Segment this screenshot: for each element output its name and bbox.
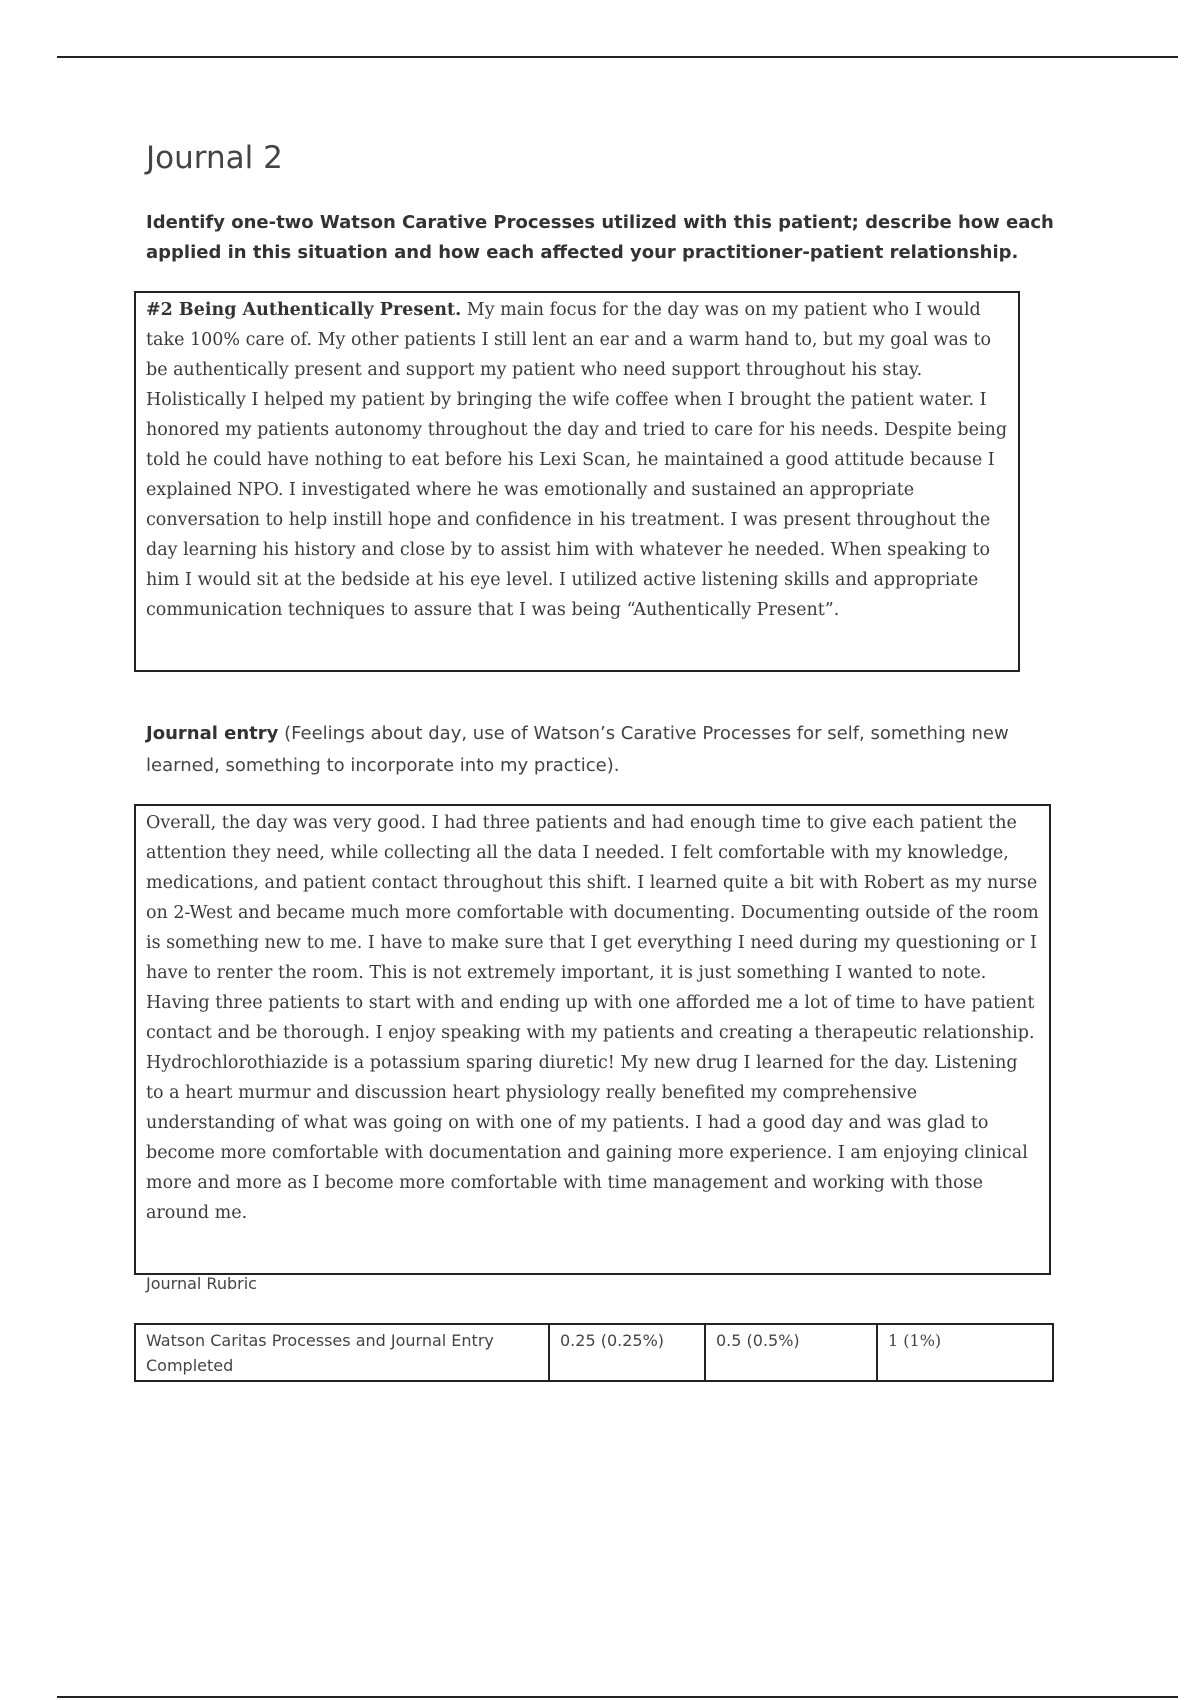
rubric-score-cell: 1 (1%) <box>877 1324 1053 1381</box>
journal-entry-hint: (Feelings about day, use of Watson’s Carative Processes for self, something new learned, something to incorporate into my practice). <box>146 723 1009 776</box>
journal-entry-box <box>134 804 1051 1275</box>
bottom-rule <box>57 1696 1178 1698</box>
top-rule <box>57 56 1178 58</box>
caritas-response-text: My main focus for the day was on my patient who I would take 100% care of. My other patients I still lent an ear and a warm hand to, but my goal was to be authentically present and support my patient who need support throughout his stay. Holistically I helped my patient by bringing the wife coffee when I brought the patient water. I honored my patients autonomy throughout the day and tried to care for his needs. Despite being told he could have nothing to eat before his Lexi Scan, he maintained a good attitude because I explained NPO. I investigated where he was emotionally and sustained an appropriate conversation to help instill hope and confidence in his treatment. I was present throughout the day learning his history and close by to assist him with whatever he needed. When speaking to him I would sit at the bedside at his eye level. I utilized active listening skills and appropriate communication techniques to assure that I was being “Authentically Present”. <box>146 300 1008 620</box>
rubric-title: Journal Rubric <box>146 1274 257 1293</box>
journal-entry-label: Journal entry <box>146 723 279 744</box>
journal-entry-text: Overall, the day was very good. I had three patients and had enough time to give each patient the attention they need, while collecting all the data I needed. I felt comfortable with my knowledge, medications, and patient contact throughout this shift. I learned quite a bit with Robert as my nurse on 2-West and became much more comfortable with documenting. Documenting outside of the room is something new to me. I have to make sure that I get everything I need during my questioning or I have to renter the room. This is not extremely important, it is just something I wanted to note. Having three patients to start with and ending up with one afforded me a lot of time to have patient contact and be thorough. I enjoy speaking with my patients and creating a therapeutic relationship. Hydrochlorothiazide is a potassium sparing diuretic! My new drug I learned for the day. Listening to a heart murmur and discussion heart physiology really benefited my comprehensive understanding of what was going on with one of my patients. I had a good day and was glad to become more comfortable with documentation and gaining more experience. I am enjoying clinical more and more as I become more comfortable with time management and working with those around me. <box>146 813 1039 1223</box>
journal-entry-prompt <box>146 718 1086 782</box>
table-row <box>135 1324 1053 1381</box>
caritas-response-box <box>134 291 1020 672</box>
caritas-process-heading: #2 Being Authentically Present. <box>146 300 462 320</box>
rubric-table <box>134 1323 1054 1382</box>
rubric-criterion-cell: Watson Caritas Processes and Journal Entry Completed <box>135 1324 549 1381</box>
rubric-score-cell: 0.25 (0.25%) <box>549 1324 705 1381</box>
page-title: Journal 2 <box>146 140 283 176</box>
caritas-prompt: Identify one-two Watson Carative Processes utilized with this patient; describe how each applied in this situation and how each affected your practitioner-patient relationship. <box>146 212 1054 263</box>
rubric-score-cell: 0.5 (0.5%) <box>705 1324 877 1381</box>
